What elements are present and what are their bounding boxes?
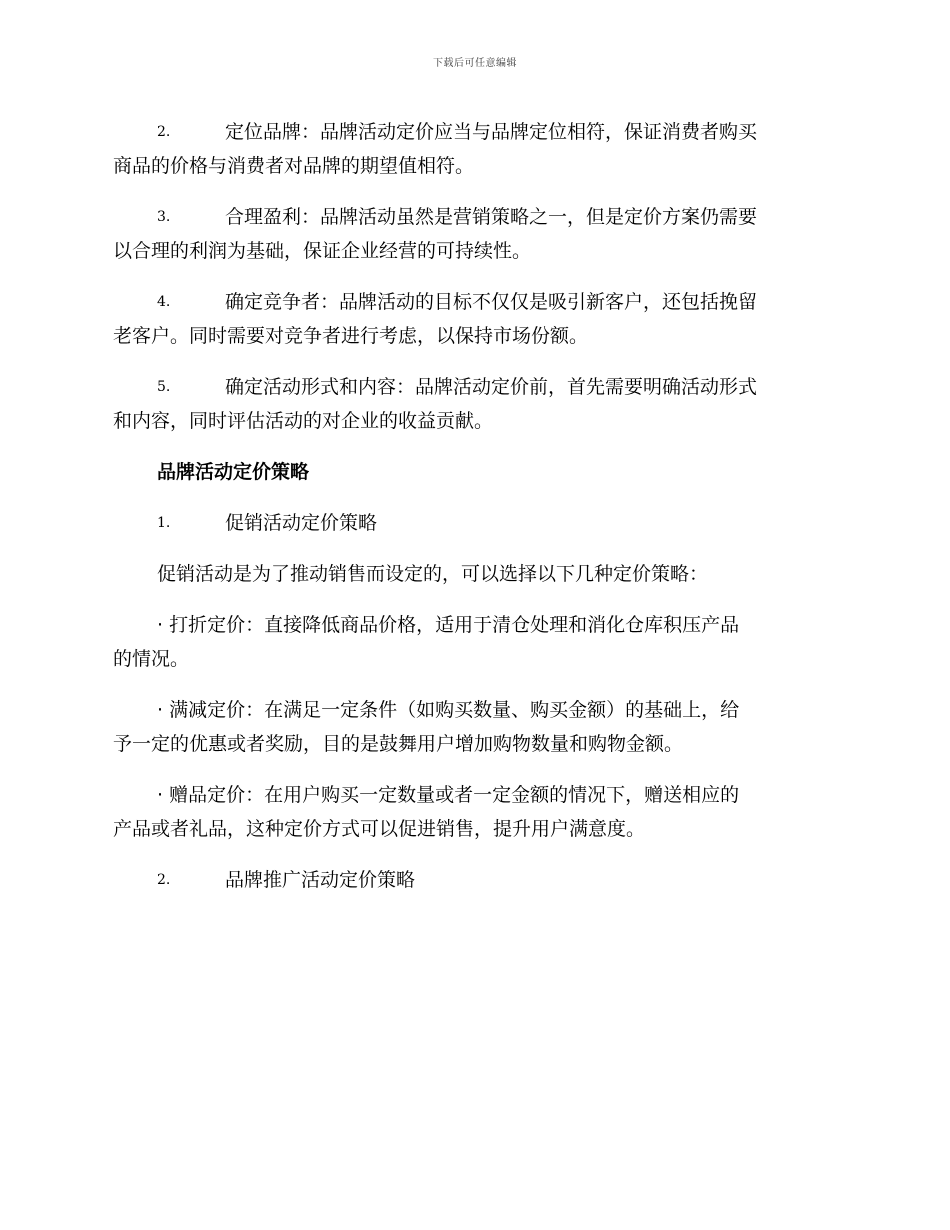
bullet-item xyxy=(113,693,835,761)
sub-heading-item xyxy=(113,863,835,897)
list-number: 2. xyxy=(157,872,171,888)
list-text: 确定活动形式和内容：品牌活动定价前，首先需要明确活动形式 xyxy=(225,376,758,398)
intro-paragraph: 促销活动是为了推动销售而设定的，可以选择以下几种定价策略： xyxy=(157,563,709,585)
bullet-text-continued: 予一定的优惠或者奖励，目的是鼓舞用户增加购物数量和购物金额。 xyxy=(113,733,684,755)
bullet-item xyxy=(113,608,835,676)
list-item xyxy=(113,115,835,183)
bullet-text: · 打折定价：直接降低商品价格，适用于清仓处理和消化仓库积压产品 xyxy=(157,614,740,636)
list-number: 5. xyxy=(157,379,171,395)
list-number: 4. xyxy=(157,294,171,310)
document-body xyxy=(113,115,835,914)
list-item xyxy=(113,370,835,438)
sub-heading-text: 促销活动定价策略 xyxy=(225,512,378,534)
list-text-continued: 和内容，同时评估活动的对企业的收益贡献。 xyxy=(113,410,494,432)
list-text-continued: 以合理的利润为基础，保证企业经营的可持续性。 xyxy=(113,240,532,262)
list-item xyxy=(113,200,835,268)
list-number: 3. xyxy=(157,209,171,225)
bullet-text: · 赠品定价：在用户购买一定数量或者一定金额的情况下，赠送相应的 xyxy=(157,784,740,806)
bullet-item xyxy=(113,778,835,846)
bullet-text: · 满减定价：在满足一定条件（如购买数量、购买金额）的基础上，给 xyxy=(157,699,740,721)
list-text: 定位品牌：品牌活动定价应当与品牌定位相符，保证消费者购买 xyxy=(225,121,758,143)
list-item xyxy=(113,285,835,353)
bullet-text-continued: 的情况。 xyxy=(113,648,190,670)
list-number: 1. xyxy=(157,515,171,531)
page-header: 下载后可任意编辑 xyxy=(433,58,517,69)
list-text-continued: 老客户。同时需要对竞争者进行考虑，以保持市场份额。 xyxy=(113,325,589,347)
sub-heading-item xyxy=(113,506,835,540)
list-text: 确定竞争者：品牌活动的目标不仅仅是吸引新客户，还包括挽留 xyxy=(225,291,758,313)
sub-heading-text: 品牌推广活动定价策略 xyxy=(225,869,416,891)
list-text: 合理盈利：品牌活动虽然是营销策略之一，但是定价方案仍需要 xyxy=(225,206,758,228)
section-heading: 品牌活动定价策略 xyxy=(157,461,310,483)
list-text-continued: 商品的价格与消费者对品牌的期望值相符。 xyxy=(113,155,475,177)
bullet-text-continued: 产品或者礼品，这种定价方式可以促进销售，提升用户满意度。 xyxy=(113,818,646,840)
list-number: 2. xyxy=(157,124,171,140)
